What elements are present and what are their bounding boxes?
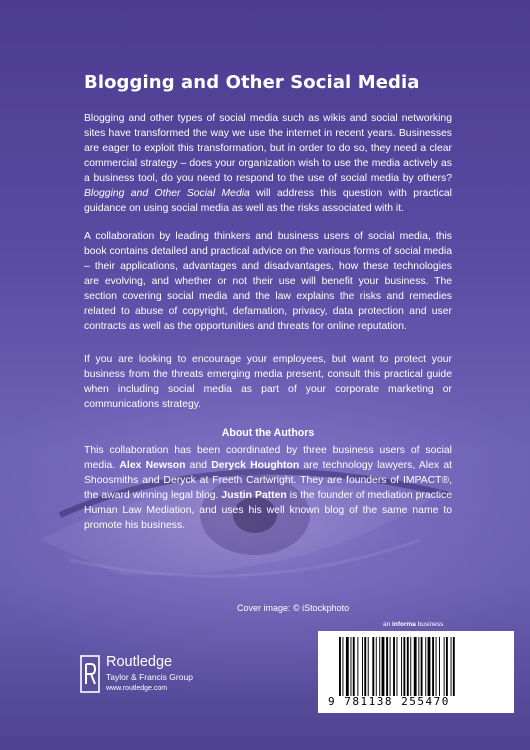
description-paragraph-3: If you are looking to encourage your employees, but want to protect your business from the threats emerging media present, consult this practical guide when including social media as part of your corporate marketing or communications strategy. [84,354,452,410]
about-intro: This collaboration has been coordinated by three business users of social media. [84,445,452,471]
description-paragraph-2: A collaboration by leading thinkers and business users of social media, this book contains detailed and practical advice on the various forms of social media – their applications, advantages and disadvantages, how these technologies are evolving, and whether or not their use will benefit your business. The section covering social media and the law explains the risks and remedies related to abuse of copyright, defamation, privacy, data protection and user contracts as well as the opportunities and threats for online reputation. [84,231,452,332]
isbn-number: 9 781138 255470 [328,695,450,708]
p1-book-title-italic: Blogging and Other Social Media [84,188,250,199]
publisher-group: Taylor & Francis Group [106,672,193,682]
publisher-url: www.routledge.com [106,685,168,692]
barcode-bars [337,637,497,696]
informa-suffix: business [415,621,444,628]
about-mid: are technology lawyers, Alex at Shoosmiths and Deryck at Freeth Cartwright. They are founders of IMPACT®, the award winning legal blog. [84,460,452,501]
isbn-barcode [318,631,514,713]
author-name-2: Deryck Houghton [211,460,300,471]
p1-text-tail: will address this question with practical guidance on using social media as well as the risks associated with it. [84,188,452,214]
author-name-3: Justin Patten [221,490,287,501]
routledge-logo-icon [80,655,100,693]
cover-image-credit: Cover image: © iStockphoto [237,603,350,613]
informa-brand: informa [392,621,416,628]
about-authors-heading: About the Authors [221,427,315,439]
description-paragraph-1 [84,111,452,216]
informa-prefix: an [383,621,393,628]
author-name-1: Alex Newson [119,460,186,471]
about-authors-paragraph [84,443,452,533]
about-and: and [185,460,212,471]
p1-text: Blogging and other types of social media such as wikis and social networking sites have transformed the way we use the internet in recent years. Businesses are eager to exploit this transformation, but in order to do so, they need a clear commercial strategy – does your organization wish to use the media actively as a business tool, do you need to respond to the use of social media by others? [84,113,452,184]
book-title: Blogging and Other Social Media [84,72,420,93]
about-end: is the founder of mediation practice Human Law Mediation, and uses his well known blog of the same name to promote his business. [84,490,452,531]
informa-business-tag [383,621,443,628]
publisher-name: Routledge [106,654,173,670]
